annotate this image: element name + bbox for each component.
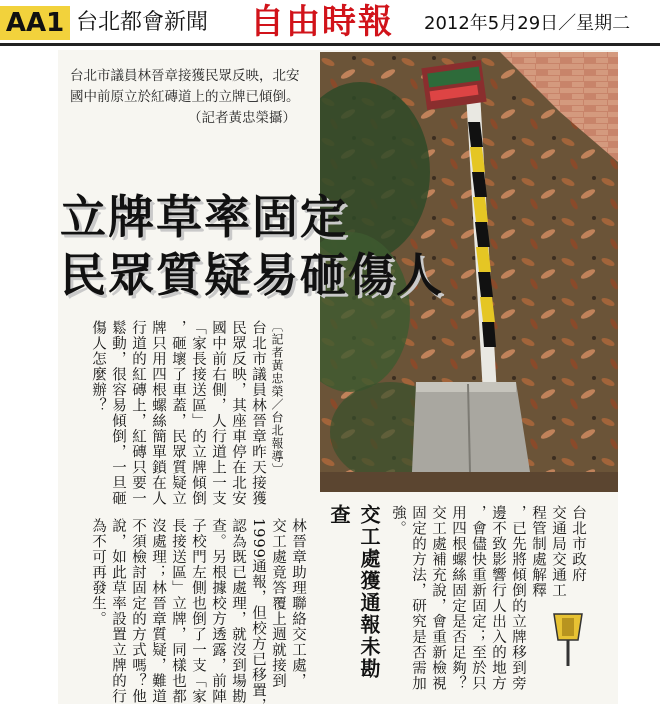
body-line: 台北市政府 bbox=[570, 505, 586, 583]
body-line: 交工處竟答覆上週就接到 bbox=[270, 518, 286, 689]
body-line: 林晉章助理聯絡交工處， bbox=[290, 518, 306, 689]
subheadline: 交工處獲通報未勘查 bbox=[327, 504, 381, 680]
body-line: 鬆動，很容易傾倒，一旦砸 bbox=[110, 320, 126, 506]
body-line: 查。另根據校方透露，前陣 bbox=[210, 518, 226, 704]
body-line: 行道的紅磚上，紅磚只要一 bbox=[130, 320, 146, 506]
body-line: 「家長接送區」的立牌傾倒 bbox=[190, 320, 206, 506]
body-line: 認為既已處理，就沒到場勘 bbox=[230, 518, 246, 704]
body-line: 固定的方法，研究是否需加 bbox=[410, 505, 426, 691]
newspaper-logo: 自由時報 bbox=[250, 2, 394, 42]
body-line: 牌只用四根螺絲簡單鎖在人 bbox=[150, 320, 166, 506]
body-line: 沒處理；林晉章質疑，難道 bbox=[150, 518, 166, 704]
article-body-bottom bbox=[88, 518, 308, 714]
body-line: 不須檢討固定的方式嗎？他 bbox=[130, 518, 146, 704]
body-line: 1999通報，但校方已移置， bbox=[250, 518, 266, 714]
body-line: 交通局交通工 bbox=[550, 505, 566, 598]
body-line: 子校門左側也倒了一支「家 bbox=[190, 518, 206, 704]
body-line: ，會儘快重新固定；至於只 bbox=[470, 505, 486, 691]
body-line: 為不可再發生。 bbox=[90, 518, 106, 627]
pushpin-icon bbox=[548, 610, 588, 670]
body-line: 傷人怎麼辦？ bbox=[90, 320, 106, 413]
headline-line-1: 立牌草率固定 bbox=[60, 190, 348, 244]
article-body-left bbox=[88, 320, 286, 510]
body-line: 程管制處解釋 bbox=[530, 505, 546, 598]
body-line: 用四根螺絲固定是否足夠？ bbox=[450, 505, 466, 691]
photo-credit: （記者黃忠榮攝） bbox=[188, 110, 296, 126]
body-line: 台北市議員林晉章昨天接獲 bbox=[250, 320, 266, 506]
photo-caption bbox=[70, 66, 310, 129]
section-title: 台北都會新聞 bbox=[76, 10, 209, 35]
body-line: ，砸壞了車蓋，民眾質疑立 bbox=[170, 320, 186, 506]
byline: 〔記者黃忠榮／台北報導〕 bbox=[270, 320, 284, 476]
headline-line-2: 民眾質疑易砸傷人 bbox=[60, 248, 444, 302]
body-line: 國中前右側，人行道上一支 bbox=[210, 320, 226, 506]
body-line: 交工處補充說，會重新檢視 bbox=[430, 505, 446, 691]
body-line: 長接送區」立牌，同樣也都 bbox=[170, 518, 186, 704]
page-code-badge: AA1 bbox=[0, 6, 70, 40]
body-line: 強。 bbox=[390, 505, 406, 536]
masthead bbox=[0, 0, 660, 46]
caption-text: 台北市議員林晉章接獲民眾反映，北安國中前原立於紅磚道上的立牌已傾倒。 bbox=[70, 68, 300, 105]
body-line: 邊不致影響行人出入的地方 bbox=[490, 505, 506, 691]
headline bbox=[60, 188, 444, 304]
body-line: 說，如此草率設置立牌的行 bbox=[110, 518, 126, 704]
publication-date: 2012年5月29日／星期二 bbox=[424, 13, 631, 34]
body-line: 民眾反映，其座車停在北安 bbox=[230, 320, 246, 506]
masthead-rule bbox=[0, 43, 660, 46]
body-line: ，已先將傾倒的立牌移到旁 bbox=[510, 505, 526, 691]
